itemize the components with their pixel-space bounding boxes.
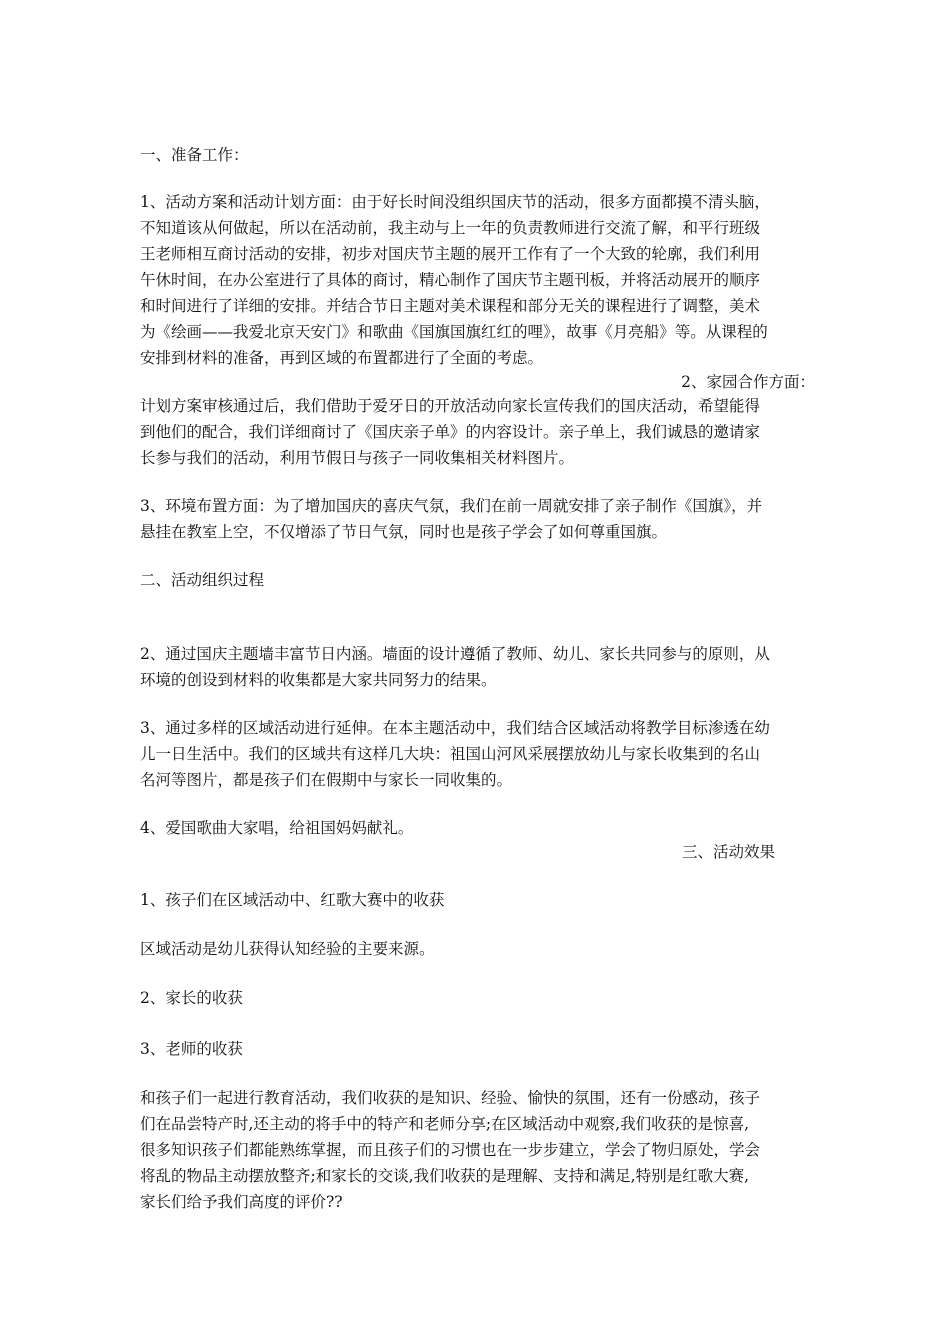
paragraph-line: 到他们的配合，我们详细商讨了《国庆亲子单》的内容设计。亲子单上，我们诚恳的邀请家 bbox=[140, 423, 761, 441]
paragraph-line: 和时间进行了详细的安排。并结合节日主题对美术课程和部分无关的课程进行了调整，美术 bbox=[140, 297, 761, 315]
paragraph-line: 环境的创设到材料的收集都是大家共同努力的结果。 bbox=[140, 671, 497, 689]
section-heading-effects: 三、活动效果 bbox=[681, 843, 775, 861]
paragraph-line: 2、家长的收获 bbox=[140, 989, 243, 1007]
paragraph-line: 1、活动方案和活动计划方面：由于好长时间没组织国庆节的活动，很多方面都摸不清头脑， bbox=[140, 193, 770, 211]
paragraph-line: 1、孩子们在区域活动中、红歌大赛中的收获 bbox=[140, 891, 445, 909]
section-heading-preparation: 一、准备工作： bbox=[140, 146, 249, 164]
paragraph-line: 和孩子们一起进行教育活动，我们收获的是知识、经验、愉快的氛围，还有一份感动，孩子 bbox=[140, 1089, 761, 1107]
paragraph-line: 3、老师的收获 bbox=[140, 1040, 243, 1058]
paragraph-line: 们在品尝特产时,还主动的将手中的特产和老师分享;在区域活动中观察,我们收获的是惊喜, bbox=[140, 1115, 750, 1133]
paragraph-line: 王老师相互商讨活动的安排，初步对国庆节主题的展开工作有了一个大致的轮廓，我们利用 bbox=[140, 245, 761, 263]
paragraph-line: 午休时间，在办公室进行了具体的商讨，精心制作了国庆节主题刊板，并将活动展开的顺序 bbox=[140, 271, 761, 289]
paragraph-line: 悬挂在教室上空，不仅增添了节日气氛，同时也是孩子学会了如何尊重国旗。 bbox=[140, 523, 668, 541]
paragraph-line: 4、爱国歌曲大家唱，给祖国妈妈献礼。 bbox=[140, 819, 414, 837]
paragraph-line: 家长们给予我们高度的评价?? bbox=[140, 1193, 343, 1211]
paragraph-line: 2、通过国庆主题墙丰富节日内涵。墙面的设计遵循了教师、幼儿、家长共同参与的原则，从 bbox=[140, 645, 770, 663]
paragraph-line: 3、环境布置方面：为了增加国庆的喜庆气氛，我们在前一周就安排了亲子制作《国旗》，并 bbox=[140, 497, 763, 515]
paragraph-line: 长参与我们的活动，利用节假日与孩子一同收集相关材料图片。 bbox=[140, 449, 575, 467]
paragraph-line: 安排到材料的准备，再到区域的布置都进行了全面的考虑。 bbox=[140, 349, 544, 367]
paragraph-line: 将乱的物品主动摆放整齐;和家长的交谈,我们收获的是理解、支持和满足,特别是红歌大赛, bbox=[140, 1167, 750, 1185]
section-heading-process: 二、活动组织过程 bbox=[140, 571, 265, 589]
paragraph-line: 为《绘画——我爱北京天安门》和歌曲《国旗国旗红红的哩》，故事《月亮船》等。从课程的 bbox=[140, 323, 768, 341]
paragraph-line: 很多知识孩子们都能熟练掌握，而且孩子们的习惯也在一步步建立，学会了物归原处，学会 bbox=[140, 1141, 761, 1159]
paragraph-line: 区域活动是幼儿获得认知经验的主要来源。 bbox=[140, 940, 435, 958]
paragraph-line: 不知道该从何做起，所以在活动前，我主动与上一年的负责教师进行交流了解，和平行班级 bbox=[140, 219, 761, 237]
paragraph-line: 名河等图片，都是孩子们在假期中与家长一同收集的。 bbox=[140, 771, 513, 789]
paragraph-line: 计划方案审核通过后，我们借助于爱牙日的开放活动向家长宣传我们的国庆活动，希望能得 bbox=[140, 397, 761, 415]
paragraph-line: 3、通过多样的区域活动进行延伸。在本主题活动中，我们结合区域活动将教学目标渗透在幼 bbox=[140, 719, 770, 737]
paragraph-line: 儿一日生活中。我们的区域共有这样几大块：祖国山河风采展摆放幼儿与家长收集到的名山 bbox=[140, 745, 761, 763]
subheading-home-school: 2、家园合作方面： bbox=[681, 373, 815, 391]
